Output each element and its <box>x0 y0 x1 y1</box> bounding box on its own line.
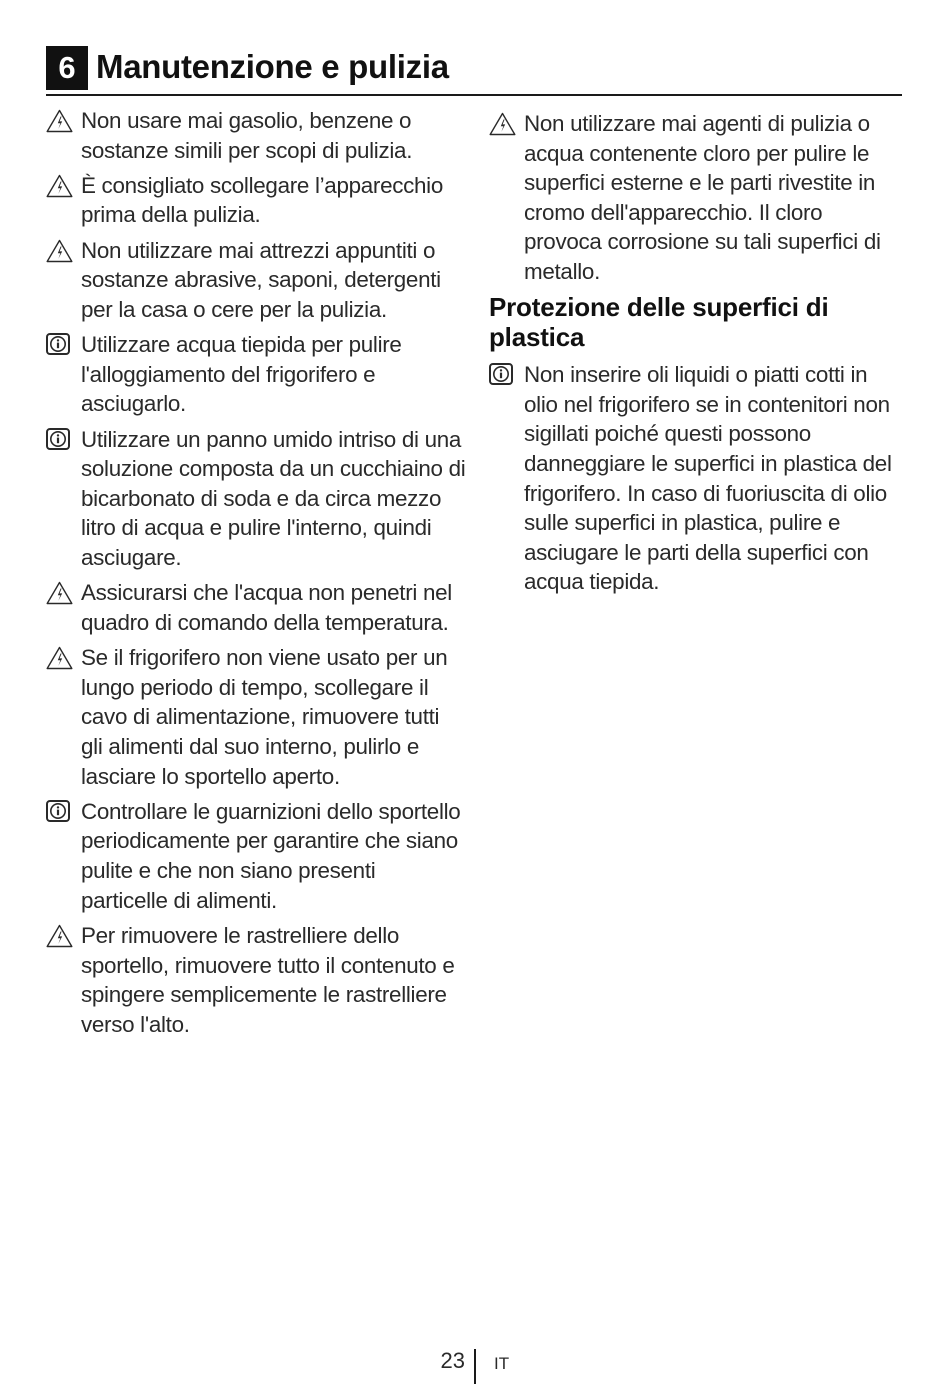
list-item <box>46 797 466 915</box>
chapter-number: 6 <box>46 46 88 90</box>
list-item <box>46 578 466 637</box>
item-text: Non utilizzare mai agenti di pulizia o acqua contenente cloro per pulire le superfici esterne e le parti rivestite in cromo dell'apparecchio. Il cloro provoca corrosione su tali superfici di metallo. <box>524 111 881 284</box>
warning-icon <box>46 924 74 948</box>
list-item <box>46 236 466 325</box>
chapter-title: Manutenzione e pulizia <box>96 48 449 85</box>
info-icon <box>46 800 74 824</box>
right-column <box>489 109 903 603</box>
warning-icon <box>46 174 74 198</box>
item-text: Se il frigorifero non viene usato per un lungo periodo di tempo, scollegare il cavo di alimentazione, rimuovere tutti gli alimenti dal suo interno, pulirlo e lasciare lo sportello aperto. <box>81 645 448 789</box>
page-number: 23 <box>440 1348 465 1373</box>
info-icon <box>46 333 74 357</box>
left-column <box>46 106 466 1045</box>
item-text: Non inserire oli liquidi o piatti cotti in olio nel frigorifero se in contenitori non sigillati poiché questi possono danneggiare le superfici in plastica del frigorifero. In caso di fuoriuscita di olio sulle superfici in plastica, pulire e asciugare le parti della superfici con acqua tiepida. <box>524 362 892 595</box>
info-icon <box>489 363 517 387</box>
footer-divider <box>474 1349 476 1384</box>
warning-icon <box>489 112 517 136</box>
list-item <box>46 425 466 573</box>
list-item <box>46 330 466 419</box>
warning-icon <box>46 239 74 263</box>
info-icon <box>46 428 74 452</box>
warning-icon <box>46 646 74 670</box>
list-item <box>489 109 903 287</box>
item-text: Per rimuovere le rastrelliere dello sportello, rimuovere tutto il contenuto e spingere semplicemente le rastrelliere verso l'alto. <box>81 922 455 1037</box>
list-item <box>46 171 466 230</box>
item-text: Utilizzare acqua tiepida per pulire l'alloggiamento del frigorifero e asciugarlo. <box>81 332 402 417</box>
list-item <box>46 921 466 1039</box>
item-text: Assicurarsi che l'acqua non penetri nel quadro di comando della temperatura. <box>81 580 452 635</box>
warning-icon <box>46 109 74 133</box>
page-footer <box>0 1346 950 1384</box>
list-item <box>46 643 466 791</box>
section-title: Protezione delle superfici di plastica <box>489 292 829 353</box>
item-text: Non usare mai gasolio, benzene o sostanze simili per scopi di pulizia. <box>81 108 413 163</box>
chapter-header <box>46 46 902 96</box>
item-text: Controllare le guarnizioni dello sportello periodicamente per garantire che siano pulite e che non siano presenti particelle di alimenti. <box>81 798 461 913</box>
warning-icon <box>46 581 74 605</box>
list-item <box>46 106 466 165</box>
item-text: Utilizzare un panno umido intriso di una soluzione composta da un cucchiaino di bicarbonato di soda e da circa mezzo litro di acqua e pulire l'interno, quindi asciugare. <box>81 426 466 571</box>
language-code: IT <box>494 1354 510 1373</box>
list-item <box>489 360 903 597</box>
item-text: Non utilizzare mai attrezzi appuntiti o sostanze abrasive, saponi, detergenti per la casa o cere per la pulizia. <box>81 237 441 322</box>
item-text: È consigliato scollegare l’apparecchio prima della pulizia. <box>81 172 443 228</box>
